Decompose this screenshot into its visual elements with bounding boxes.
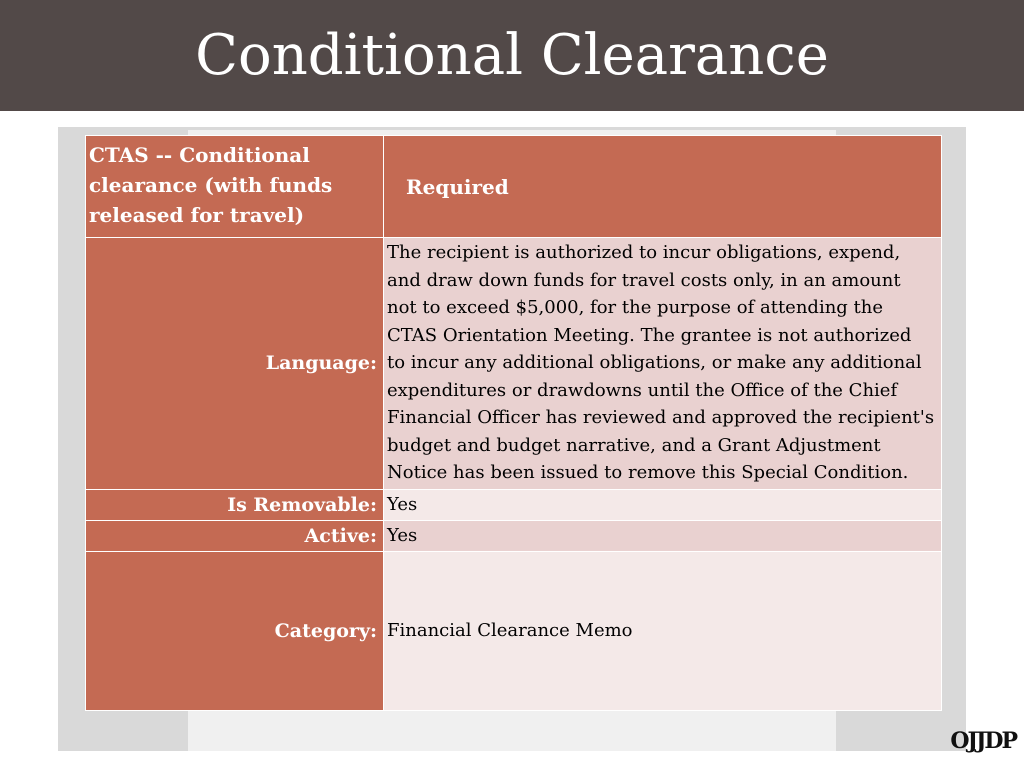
value-language: The recipient is authorized to incur obligations, expend, and draw down funds for travel costs only, in an amount not to exceed $5,000, for the purpose of attending the CTAS Orientation Meeting. The grantee is not authorized to incur any additional obligations, or make any additional expenditures or drawdowns until the Office of the Chief Financial Officer has reviewed and approved the recipient's budget and budget narrative, and a Grant Adjustment Notice has been issued to remove this Special Condition. (384, 238, 942, 490)
label-language: Language: (86, 238, 384, 490)
table-row-category (86, 551, 942, 710)
label-active: Active: (86, 520, 384, 551)
label-is-removable: Is Removable: (86, 489, 384, 520)
clearance-table (85, 135, 942, 711)
table-row-language (86, 238, 942, 490)
header-condition-name: CTAS -- Conditional clearance (with funds released for travel) (86, 136, 384, 238)
title-bar (0, 0, 1024, 111)
value-active: Yes (384, 520, 942, 551)
value-is-removable: Yes (384, 489, 942, 520)
value-category: Financial Clearance Memo (384, 551, 942, 710)
ojjdp-logo: OJJDP (950, 728, 1016, 754)
table-row-is-removable (86, 489, 942, 520)
header-required: Required (384, 136, 942, 238)
table-header-row (86, 136, 942, 238)
slide-title: Conditional Clearance (195, 23, 829, 88)
label-category: Category: (86, 551, 384, 710)
table-row-active (86, 520, 942, 551)
